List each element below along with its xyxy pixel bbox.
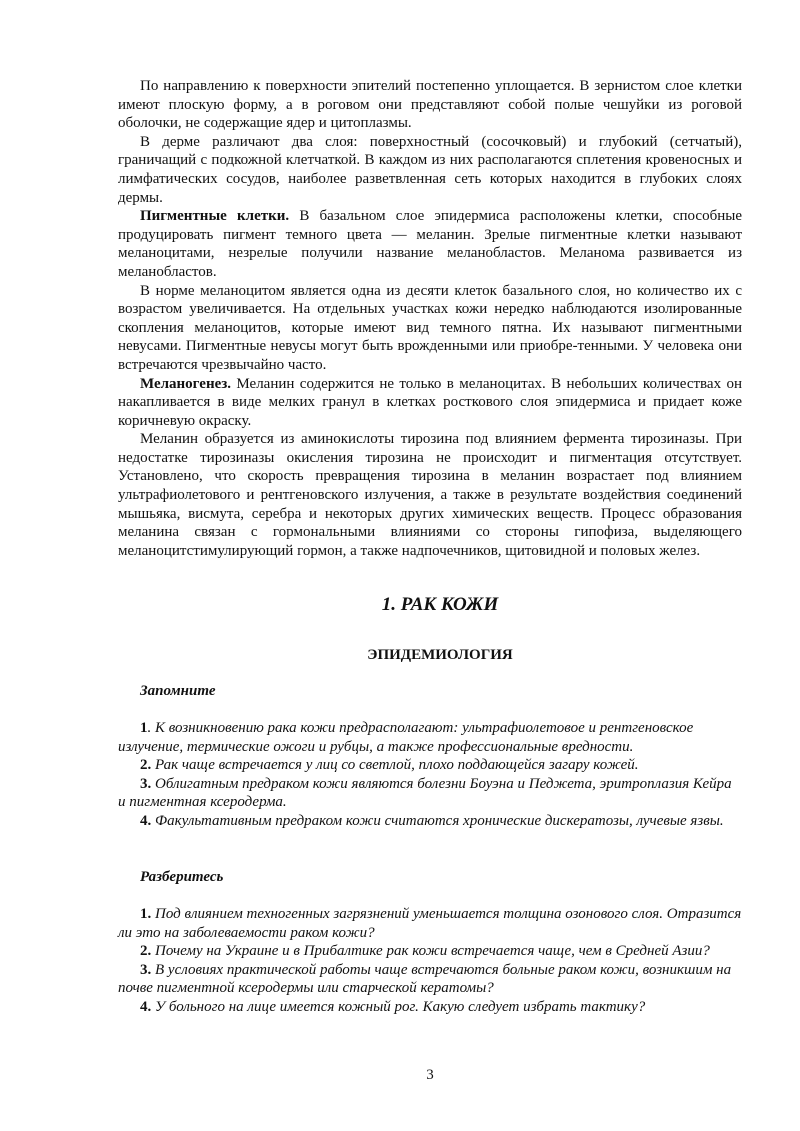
paragraph: В норме меланоцитом является одна из десяти клеток базального слоя, но количество их с возрастом увеличивается. На отдельных участках кожи нередко наблюдаются изолированные скопления меланоцитов, которые имеют вид темного пятна. Их называют пигментными невусами. Пигментные невусы могут быть врожденными или приобре-тенными. У человека они встречаются чрезвычайно часто. [118,282,742,373]
paragraph-pigment-cells: Пигментные клетки. В базальном слое эпидермиса расположены клетки, способные продуцировать пигмент темного цвета — меланин. Зрелые пигментные клетки называют меланоцитами, незрелые получили название меланобластов. Меланома развивается из меланобластов. [118,208,742,280]
list-item: 3. Облигатным предраком кожи являются болезни Боуэна и Педжета, эритроплазия Кейра и пигментная ксеродерма. [118,775,732,811]
list-item: 1. К возникновению рака кожи предрасполагают: ультрафиолетовое и рентгеновское излучение, термические ожоги и рубцы, а также профессиональные вредности. [118,720,694,755]
figure-out-heading: Разберитесь [140,869,224,885]
list-item: 3. В условиях практической работы чаще встречаются больные раком кожи, возникшим на почве пигментной ксеродермы или старческой кератомы? [118,961,732,997]
list-item: 1. Под влиянием техногенных загрязнений уменьшается толщина озонового слоя. Отразится ли это на заболеваемости раком кожи? [118,906,742,941]
remember-list [118,719,742,831]
list-item: 2. Почему на Украине и в Прибалтике рак кожи встречается чаще, чем в Средней Азии? [140,943,710,960]
run-in-heading: Меланогенез. [140,375,232,392]
intro-text [118,77,742,560]
paragraph: В дерме различают два слоя: поверхностный (сосочковый) и глубокий (сетчатый), граничащий с подкожной клетчаткой. В каждом из них располагаются сплетения кровеносных и лимфатических сосудов, наиболее разветвленная сеть которых находится в глубоких слоях дермы. [118,133,742,206]
remember-heading: Запомните [140,683,216,699]
chapter-title: 1. РАК КОЖИ [381,594,499,615]
list-item: 4. Факультативным предраком кожи считаются хронические дискератозы, лучевые язвы. [140,812,724,829]
paragraph-melanogenesis: Меланогенез. Меланин содержится не только в меланоцитах. В небольших количествах он накапливается в виде мелких гранул в клетках ростковоrо слоя эпидермиса и придает коже коричневую окраску. [118,375,742,429]
list-item: 2. Рак чаще встречается у лиц со светлой, плохо поддающейся загару кожей. [140,757,639,774]
run-in-heading: Пигментные клетки. [140,208,290,225]
list-item: 4. У больного на лице имеется кожный рог. Какую следует избрать тактику? [140,998,646,1015]
paragraph: Меланин образуется из аминокислоты тирозина под влиянием фермента тирозиназы. При недостатке тирозиназы окисления тирозина не происходит и пигментация отсутствует. Установлено, что скорость превращения тирозина в меланин возрастает под влиянием ультрафиолетового и рентгеновского излучения, а также в результате воздействия соединений мышьяка, висмута, серебра и некоторых других химических веществ. Процесс образования меланина связан с гормональными влияниями со стороны гипофиза, выделяющего меланоцитстимулирующий гормон, а также надпочечников, щитовидной и половых желез. [118,431,742,559]
paragraph: По направлению к поверхности эпителий постепенно уплощается. В зернистом слое клетки имеют плоскую форму, а в роговом они представляют собой полые чешуйки из роговой оболочки, не содержащие ядер и цитоплазмы. [118,78,742,132]
page-number: 3 [426,1067,434,1083]
section-title: ЭПИДЕМИОЛОГИЯ [367,647,513,663]
figure-out-list [118,905,742,1017]
